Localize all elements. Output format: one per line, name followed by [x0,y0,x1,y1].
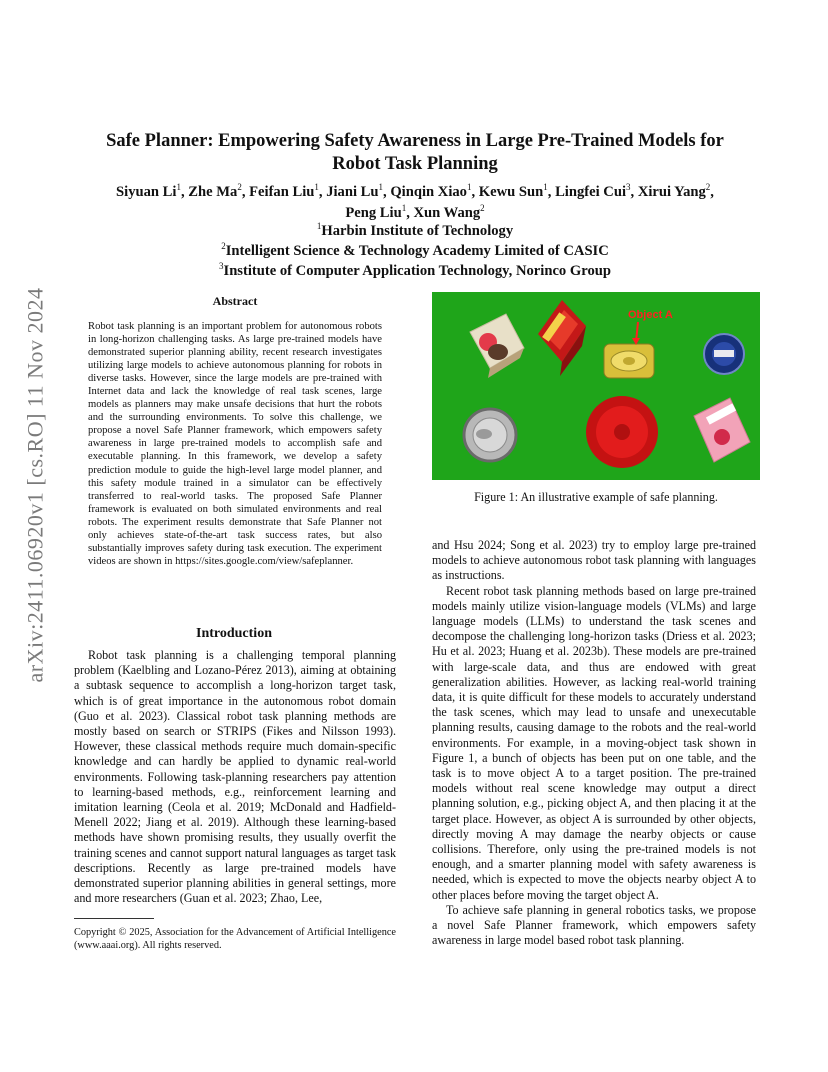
right-column-text [432,538,756,948]
figure-1-photo [432,292,760,480]
author: Siyuan Li$^1$ [116,182,181,200]
object-a-label: Object A [628,309,673,321]
arxiv-id: arXiv:2411.06920v1 [cs.RO] 11 Nov 2024 [22,287,47,683]
affiliation: $^3$Institute of Computer Application Technology, Norinco Group [219,261,611,279]
author: Zhe Ma$^2$ [188,182,242,200]
arxiv-sidebar-stamp [10,285,60,685]
blue-tin-can [704,334,744,374]
footnote-rule [74,918,154,919]
affiliation: $^1$Harbin Institute of Technology [316,221,514,239]
author: Feifan Liu$^1$ [249,182,319,200]
abstract-text: Robot task planning is an important problem for autonomous robots in long-horizon challenging tasks. As large pre-trained models have demonstrated superior planning ability, recent research investigates utilizing large models to achieve autonomous planning for robots in diverse tasks. However, since the large models are pre-trained with Internet data and lack the knowledge of real task scenes, large models as planners may make unsafe decisions that hurt the robots and the surrounding environments. To solve this challenge, we propose a novel Safe Planner framework, which empowers safety awareness in large pre-trained models to accomplish safe and executable planning. In this framework, we develop a safety prediction module to guide the high-level large model planner, and this safety module trained in a simulator can be effectively transferred to real-world tasks. The proposed Safe Planner framework is evaluated on both simulated environments and real robots. The experiment results demonstrate that Safe Planner not only achieves state-of-the-art task success rates, but also substantially improves safety during task execution. The experiment videos are shown in https://sites.google.com/view/safeplanner. [88,321,382,567]
introduction-paragraph: Robot task planning is a challenging temporal planning problem (Kaelbling and Lozano-Pérez 2013), aiming at obtaining a subtask sequence to accomplish a long-horizon target task, which is of great importance in the autonomous robot domain (Guo et al. 2023). Classical robot task planning methods are mostly based on search or STRIPS (Fikes and Nilsson 1993). However, these classical methods require much domain-specific knowledge and can hardly be applied to dynamic real-world environments. Following task-planning researchers pay attention to learning-based methods, e.g., reinforcement learning and imitation learning (Ceola et al. 2019; McDonald and Hadfield-Menell 2022; Jiang et al. 2019). Although these learning-based methods have shown promising results, they usually overfit the training scenes and cannot support natural languages as target task descriptions. Recently as large pre-trained models have demonstrated superior planning abilities in general settings, more and more researchers (Guan et al. 2023; Zhao, Lee, [74,648,396,906]
copyright-notice: Copyright © 2025, Association for the Advancement of Artificial Intelligence (www.aaai.org). All rights reserved. [74,927,396,952]
figure-caption: Figure 1: An illustrative example of safe planning. [474,490,718,504]
tabletop-objects-illustration [432,292,760,480]
author: Kewu Sun$^1$ [478,182,548,200]
paragraph: Recent robot task planning methods based on large pre-trained models mainly utilize vision-language models (VLMs) and large language models (LLMs) to understand the task scenes and decompose the challenging long-horizon tasks (Driess et al. 2023; Hu et al. 2023; Huang et al. 2023b). These models are pre-trained with large-scale data, and thus are endowed with great generalization abilities. However, as lacking real-world training data, it is quite difficult for these models to accurately understand the task scenes, which may lead to unsafe and unexecutable planning results, causing damage to the robots and the real-world environments. For example, in a moving-object task shown in Figure 1, a bunch of objects has been put on one table, and the task is to move object A to a target position. The pre-trained models without real scene knowledge may output a direct planning solution, e.g., picking object A, and then placing it at the target place. However, as object A is surrounded by other objects, directly moving A may damage the nearby objects or cause collisions. Therefore, only using the pre-trained models is not enough, and a smarter planning model with safety awareness is needed, which is expected to move the objects nearby object A to other places before moving the target object A. [432,583,756,902]
author: Lingfei Cui$^3$ [555,182,631,200]
paragraph: and Hsu 2024; Song et al. 2023) try to employ large pre-trained models to achieve autonomous robot task planning with languages as instructions. [432,538,756,583]
author: Xun Wang$^2$ [413,203,485,221]
paper-title: Safe Planner: Empowering Safety Awareness in Large Pre-Trained Models for Robot Task Planning [106,131,724,174]
affiliation: $^2$Intelligent Science & Technology Academy Limited of CASIC [221,241,609,259]
silver-can [464,409,516,461]
red-bowl [586,396,658,468]
introduction-heading: Introduction [196,626,272,641]
affiliations [70,221,760,281]
abstract-heading: Abstract [212,294,258,308]
object-a-can [604,344,654,378]
paragraph: To achieve safe planning in general robotics tasks, we propose a novel Safe Planner framework, which empowers safety awareness in large model based robot task planning. [432,902,756,948]
author-list: Siyuan Li$^1$, Zhe Ma$^2$, Feifan Liu$^1$, Jiani Lu$^1$, Qinqin Xiao$^1$, Kewu Sun$^1$, Lingfei Cui$^3$, Xirui Yang$^2$, Peng Liu$^1$, Xun Wang$^2$ [116,182,714,221]
author: Qinqin Xiao$^1$ [390,182,472,200]
author: Jiani Lu$^1$ [326,182,384,200]
author: Xirui Yang$^2$ [637,182,711,200]
author: Peng Liu$^1$ [345,203,407,221]
